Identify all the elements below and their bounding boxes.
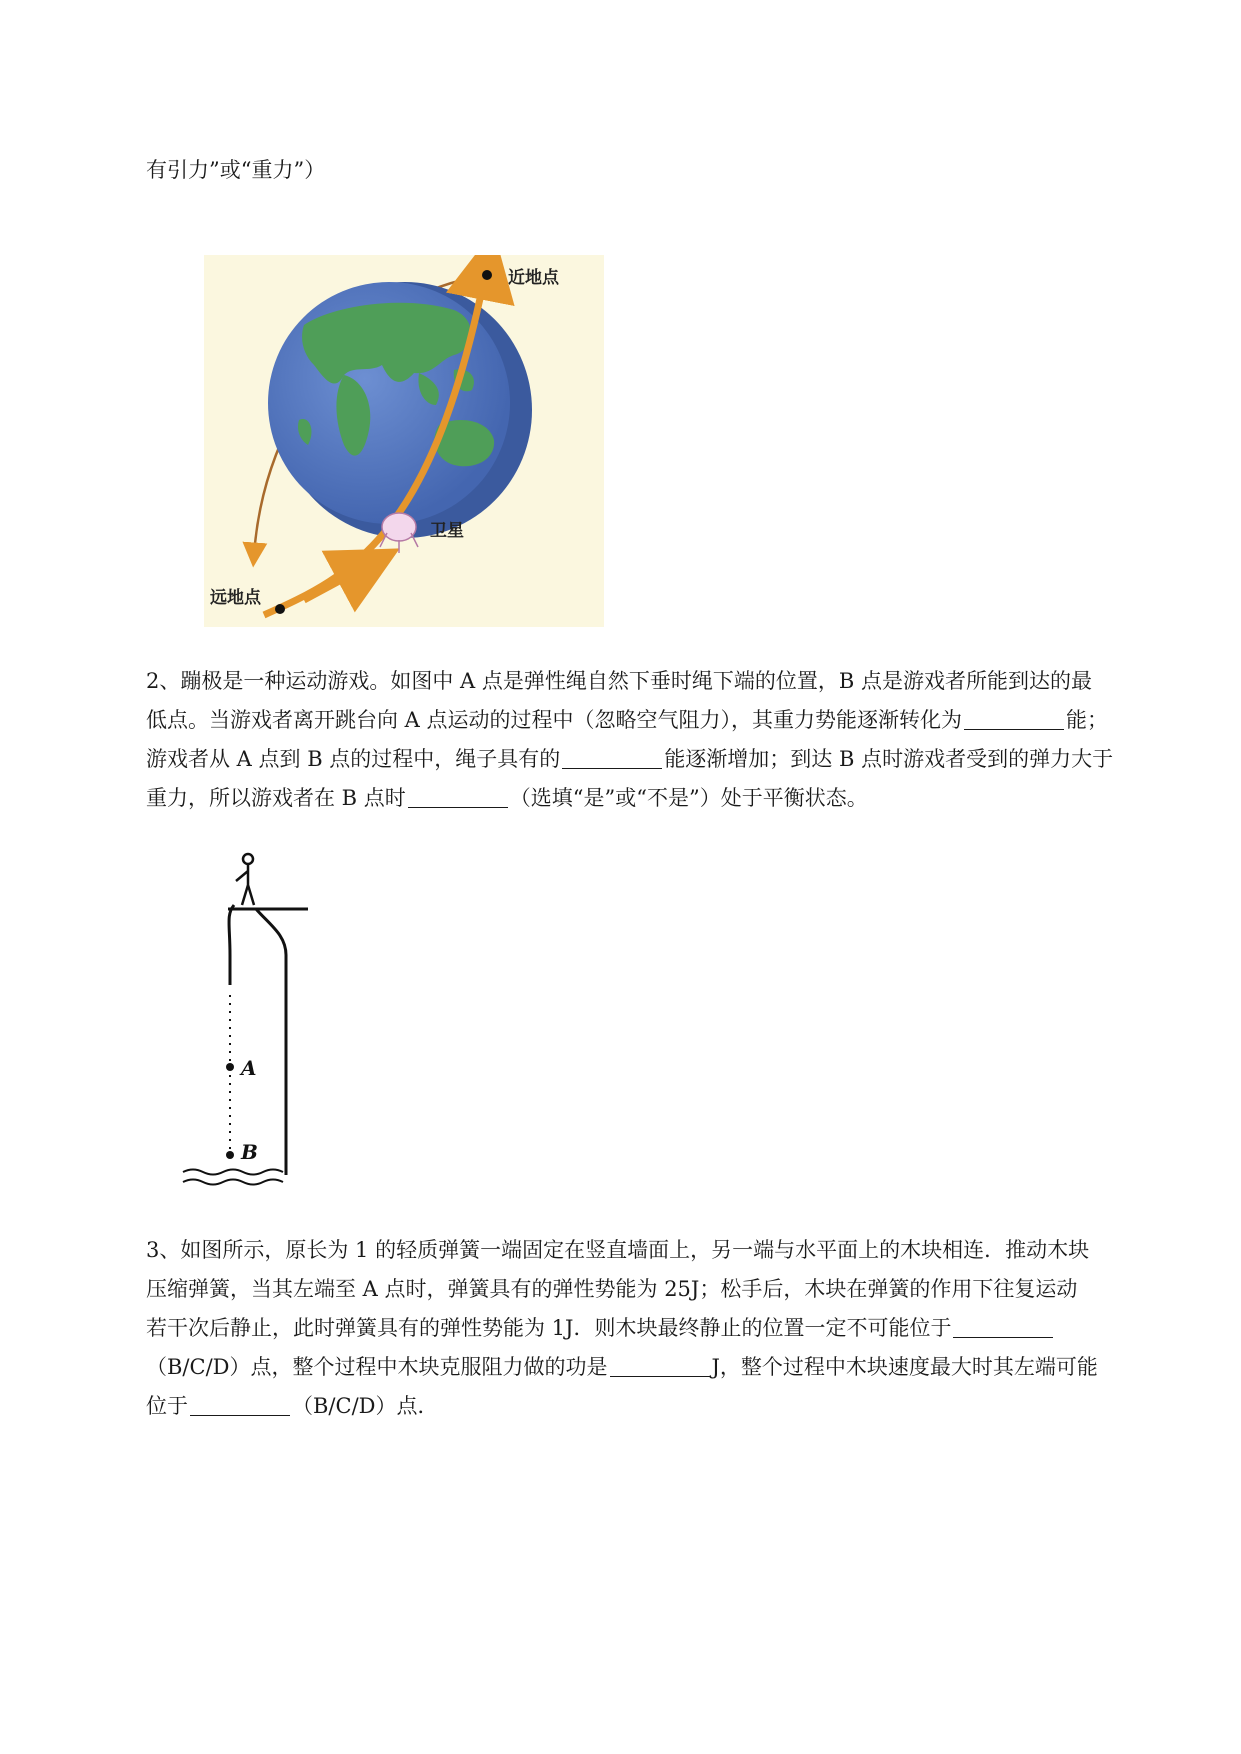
water-wave-1: [183, 1170, 283, 1175]
q2-line-2-text-b: 能；: [1066, 708, 1109, 732]
q2-line-4-text-b: （选填“是”或“不是”）处于平衡状态。: [509, 786, 868, 810]
answer-blank-1[interactable]: [964, 707, 1064, 730]
q3-line-4-text-b: J，整个过程中木块速度最大时其左端可能: [711, 1355, 1098, 1379]
answer-blank-2[interactable]: [562, 746, 662, 769]
answer-blank-4[interactable]: [953, 1315, 1053, 1338]
perigee-point: [482, 270, 492, 280]
q1-tail-text: 有引力”或“重力”）: [146, 158, 326, 182]
satellite-label: 卫星: [430, 521, 464, 541]
water-wave-2: [183, 1180, 283, 1185]
q3-line-2: 压缩弹簧，当其左端至 A 点时，弹簧具有的弹性势能为 25J；松手后，木块在弹簧的作用下往复运动: [146, 1277, 1078, 1301]
apogee-label: 远地点: [210, 588, 261, 608]
q2-line-3-text-b: 能逐渐增加；到达 B 点时游戏者受到的弹力大于: [664, 747, 1114, 771]
answer-blank-3[interactable]: [408, 785, 508, 808]
q2-line-3-text-a: 游戏者从 A 点到 B 点的过程中，绳子具有的: [146, 747, 561, 771]
answer-blank-5[interactable]: [610, 1354, 710, 1377]
bungee-jump-figure: [178, 845, 318, 1195]
point-b-label: B: [241, 1140, 258, 1164]
q2-line-3: [146, 744, 1113, 774]
q3-line-5-text-a: 位于: [146, 1394, 188, 1418]
q2-line-1: 2、蹦极是一种运动游戏。如图中 A 点是弹性绳自然下垂时绳下端的位置，B 点是游戏者所能到达的最: [146, 669, 1092, 693]
point-a: [226, 1063, 234, 1071]
point-a-label: A: [241, 1056, 257, 1080]
q3-line-5: [146, 1391, 439, 1421]
q3-line-3-text-a: 若干次后静止，此时弹簧具有的弹性势能为 1J．则木块最终静止的位置一定不可能位于: [146, 1316, 952, 1340]
q2-line-4: [146, 783, 868, 813]
cliff-outline: [229, 905, 286, 1175]
point-b: [226, 1151, 234, 1159]
q3-line-4: [146, 1352, 1098, 1382]
q3-line-1: 3、如图所示，原长为 1 的轻质弹簧一端固定在竖直墙面上，另一端与水平面上的木块相连．推动木块: [146, 1238, 1090, 1262]
jumper-icon: [236, 854, 254, 905]
perigee-label: 近地点: [508, 268, 559, 288]
q2-line-4-text-a: 重力，所以游戏者在 B 点时: [146, 786, 406, 810]
q3-line-5-text-b: （B/C/D）点．: [292, 1394, 439, 1418]
satellite-orbit-figure: [204, 255, 604, 627]
answer-blank-6[interactable]: [190, 1393, 290, 1416]
apogee-point: [275, 604, 285, 614]
q2-line-2: [146, 705, 1108, 735]
q2-line-2-text-a: 低点。当游戏者离开跳台向 A 点运动的过程中（忽略空气阻力），其重力势能逐渐转化为: [146, 708, 963, 732]
q3-line-3: [146, 1313, 1055, 1343]
q3-line-4-text-a: （B/C/D）点，整个过程中木块克服阻力做的功是: [146, 1355, 608, 1379]
